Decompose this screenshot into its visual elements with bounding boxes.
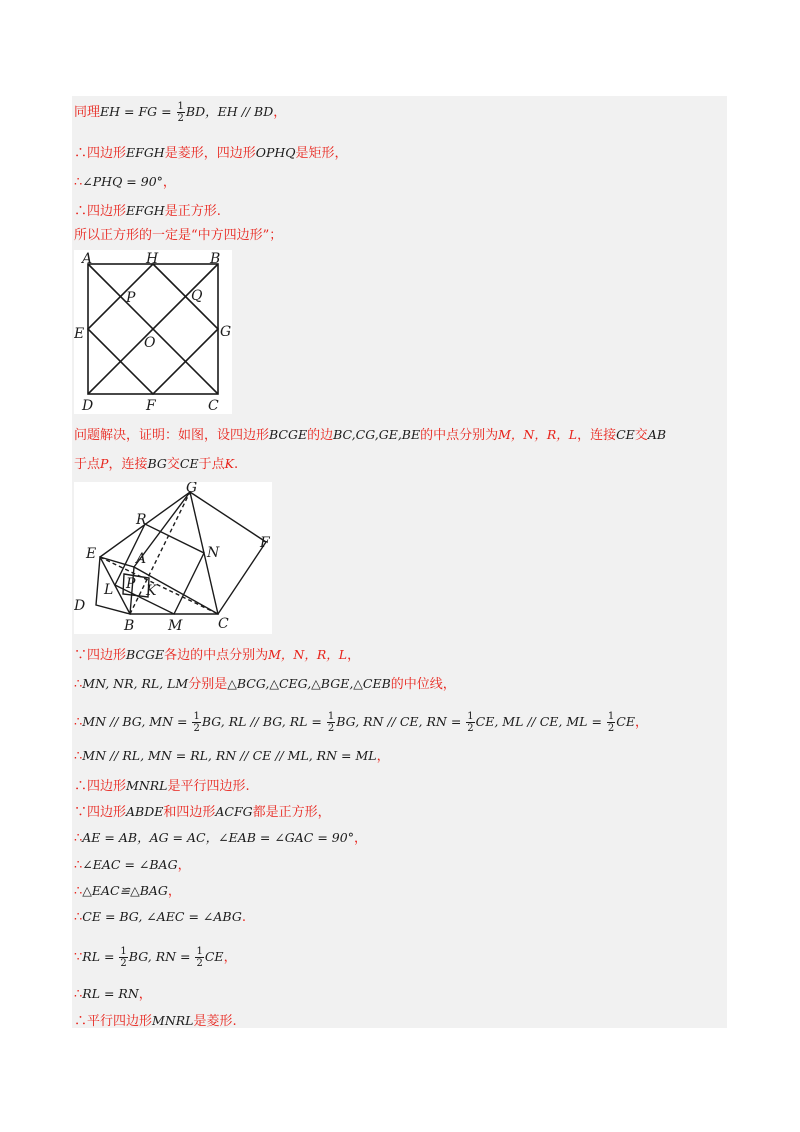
label-n: N (207, 545, 220, 561)
text: 同理 (74, 105, 101, 120)
segment-ce (100, 557, 218, 614)
label-a: A (82, 251, 93, 267)
line-8: ∵四边形BCGE各边的中点分别为M，N，R，L， (74, 647, 361, 663)
label-k: K (146, 583, 157, 599)
square-diagram (74, 250, 232, 414)
line-2: ∴四边形EFGH是菱形，四边形OPHQ是矩形， (74, 145, 348, 161)
label-g: G (186, 482, 198, 496)
label-f: F (146, 398, 156, 414)
label-c: C (208, 398, 219, 414)
label-d: D (82, 398, 94, 414)
square-figure (74, 250, 232, 414)
math: BD，EH // BD (185, 104, 274, 119)
text: ， (273, 105, 287, 120)
label-q: Q (191, 288, 203, 304)
label-a: A (136, 551, 147, 567)
label-e: E (86, 546, 97, 562)
line-17: ∴CE = BG, ∠AEC = ∠ABG. (74, 909, 246, 925)
line-4: ∴四边形EFGH是正方形. (74, 203, 221, 219)
math: EH = FG = (100, 104, 176, 119)
label-c: C (218, 616, 229, 632)
label-l: L (104, 582, 114, 598)
line-19: ∴RL = RN， (74, 986, 152, 1002)
label-p: P (126, 576, 136, 592)
label-e: E (74, 326, 85, 342)
line-11: ∴MN // RL, MN = RL, RN // CE // ML, RN = ML， (74, 748, 390, 764)
line-10: ∴MN // BG, MN = $\frac{1}{2}$ BG, RL // BG, RL = $\frac{1}{2}$ BG, RN // CE, RN = $\frac{1}{2}$ CE, ML // CE, ML = $\frac{1}{2}$ CE， (74, 711, 648, 734)
fraction: $\frac{1}{2}$ (177, 101, 184, 124)
line-15: ∴∠EAC = ∠BAG， (74, 857, 191, 873)
label-p: P (126, 290, 136, 306)
line-20: ∴平行四边形MNRL是菱形. (74, 1013, 237, 1029)
line-5: 所以正方形的一定是“中方四边形”； (74, 228, 283, 243)
line-3: ∴∠PHQ = 90°， (74, 174, 176, 190)
label-f: F (260, 535, 270, 551)
label-b: B (124, 618, 135, 634)
line-18: ∵RL = $\frac{1}{2}$ BG, RN = $\frac{1}{2}$ CE， (74, 946, 237, 969)
label-b: B (210, 251, 221, 267)
label-g: G (220, 324, 232, 340)
label-m: M (168, 618, 183, 634)
line-12: ∴四边形MNRL是平行四边形. (74, 778, 250, 794)
line-7: 于点P，连接BG交CE于点K. (74, 456, 239, 472)
label-d: D (74, 598, 86, 614)
line-6: 问题解决，证明：如图，设四边形BCGE的边BC,CG,GE,BE的中点分别为M，N，R，L，连接CE交AB (74, 427, 667, 443)
label-o: O (144, 335, 156, 351)
label-r: R (136, 512, 147, 528)
quadrilateral-figure (74, 482, 272, 634)
line-1 (74, 101, 286, 124)
label-h: H (146, 251, 159, 267)
quadrilateral-bcge (100, 492, 218, 614)
line-14: ∴AE = AB，AG = AC，∠EAB = ∠GAC = 90°， (74, 830, 367, 846)
line-16: ∴△EAC≌△BAG， (74, 883, 181, 899)
quadrilateral-diagram (74, 482, 272, 634)
line-13: ∵四边形ABDE和四边形ACFG都是正方形， (74, 804, 331, 820)
line-9: ∴MN, NR, RL, LM分别是△BCG,△CEG,△BGE,△CEB的中位线， (74, 676, 456, 692)
